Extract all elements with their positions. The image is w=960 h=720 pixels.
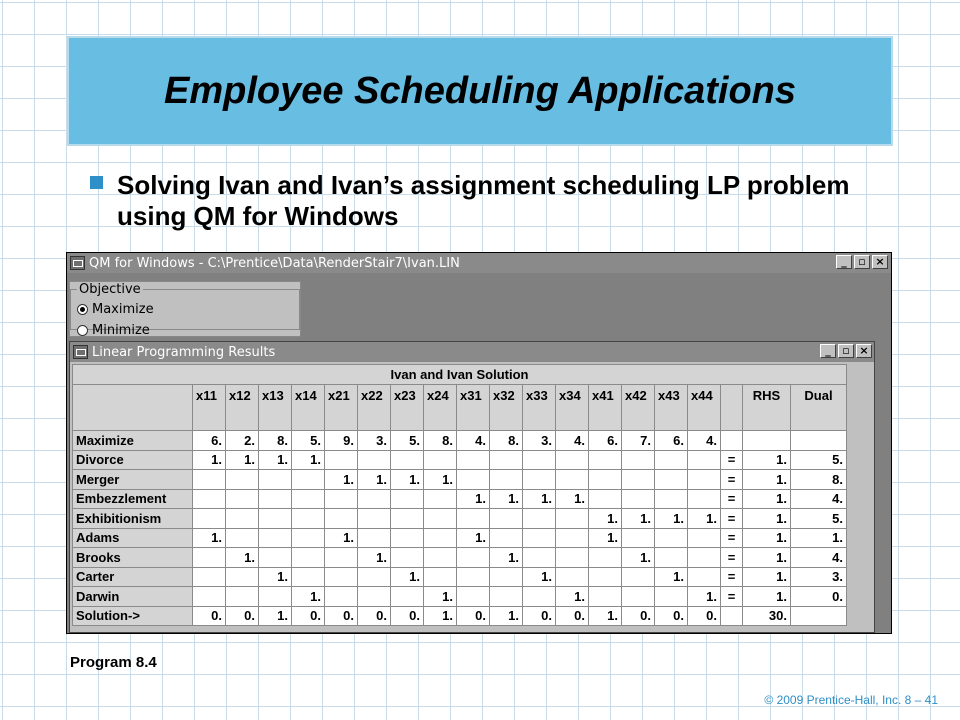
close-button[interactable]: × (872, 255, 888, 269)
table-row (73, 606, 847, 626)
table-cell[interactable]: 1. (193, 528, 226, 548)
table-cell[interactable] (589, 489, 622, 509)
table-cell[interactable] (292, 548, 325, 568)
table-cell[interactable]: 1. (688, 587, 721, 607)
table-cell[interactable] (325, 450, 358, 470)
table-cell[interactable]: 8. (424, 431, 457, 451)
table-cell[interactable]: 1. (622, 548, 655, 568)
table-cell[interactable]: = (721, 509, 743, 529)
minimize-button[interactable]: _ (836, 255, 852, 269)
lp-restore-button[interactable]: ▫ (838, 344, 854, 358)
table-cell[interactable] (259, 587, 292, 607)
row-label[interactable]: Merger (73, 470, 193, 490)
table-cell[interactable]: 1. (358, 470, 391, 490)
table-cell[interactable]: 1. (589, 509, 622, 529)
table-row (73, 587, 847, 607)
table-cell[interactable] (424, 450, 457, 470)
table-cell[interactable] (391, 509, 424, 529)
table-cell[interactable] (358, 587, 391, 607)
table-cell[interactable]: 1. (424, 470, 457, 490)
column-header[interactable] (721, 385, 743, 431)
table-cell[interactable]: 4. (688, 431, 721, 451)
column-header[interactable]: x32 (490, 385, 523, 431)
table-cell[interactable]: 8. (259, 431, 292, 451)
table-cell[interactable]: 1. (622, 509, 655, 529)
table-cell[interactable] (655, 450, 688, 470)
table-cell[interactable]: 1. (589, 528, 622, 548)
table-cell[interactable] (193, 509, 226, 529)
table-cell[interactable]: 1. (743, 509, 791, 529)
radio-selected-icon[interactable] (77, 304, 88, 315)
table-cell[interactable] (622, 470, 655, 490)
table-cell[interactable] (358, 450, 391, 470)
table-cell[interactable] (556, 548, 589, 568)
column-header[interactable]: x14 (292, 385, 325, 431)
table-cell[interactable]: 8. (490, 431, 523, 451)
table-cell[interactable] (424, 567, 457, 587)
table-cell[interactable] (391, 489, 424, 509)
table-cell[interactable]: 0. (655, 606, 688, 626)
table-cell[interactable] (292, 528, 325, 548)
table-cell[interactable]: 1. (655, 567, 688, 587)
table-cell[interactable] (424, 528, 457, 548)
table-cell[interactable] (292, 567, 325, 587)
table-cell[interactable] (556, 567, 589, 587)
table-row (73, 450, 847, 470)
table-cell[interactable] (490, 587, 523, 607)
table-cell[interactable] (523, 470, 556, 490)
table-cell[interactable] (259, 548, 292, 568)
table-cell[interactable]: 0. (622, 606, 655, 626)
table-cell[interactable] (193, 470, 226, 490)
lp-results-window (69, 341, 875, 633)
table-cell[interactable]: 5. (791, 509, 847, 529)
table-cell[interactable]: 4. (457, 431, 490, 451)
table-row (73, 528, 847, 548)
minimize-radio[interactable] (77, 320, 293, 341)
table-cell[interactable]: 2. (226, 431, 259, 451)
table-cell[interactable] (391, 587, 424, 607)
row-label[interactable]: Divorce (73, 450, 193, 470)
table-cell[interactable] (325, 567, 358, 587)
bullet-square-icon (90, 176, 103, 189)
table-cell[interactable]: 4. (791, 489, 847, 509)
table-cell[interactable]: 6. (589, 431, 622, 451)
column-header[interactable]: x42 (622, 385, 655, 431)
column-header[interactable]: x41 (589, 385, 622, 431)
slide-title: Employee Scheduling Applications (163, 69, 797, 112)
table-cell[interactable] (226, 470, 259, 490)
table-cell[interactable]: 1. (490, 606, 523, 626)
table-cell[interactable] (556, 470, 589, 490)
lp-close-button[interactable]: × (856, 344, 872, 358)
column-header[interactable]: x12 (226, 385, 259, 431)
row-label[interactable]: Maximize (73, 431, 193, 451)
table-cell[interactable]: 1. (589, 606, 622, 626)
table-cell[interactable]: 1. (259, 567, 292, 587)
solution-title-row (73, 365, 847, 385)
table-cell[interactable]: 0. (325, 606, 358, 626)
table-cell[interactable] (490, 470, 523, 490)
table-cell[interactable] (622, 489, 655, 509)
column-header[interactable]: x43 (655, 385, 688, 431)
table-cell[interactable]: 1. (292, 450, 325, 470)
column-header[interactable]: x13 (259, 385, 292, 431)
table-cell[interactable] (292, 489, 325, 509)
table-cell[interactable]: 1. (688, 509, 721, 529)
table-cell[interactable]: 0. (358, 606, 391, 626)
table-cell[interactable]: 0. (226, 606, 259, 626)
lp-window-icon[interactable] (73, 345, 88, 359)
objective-panel (69, 281, 301, 337)
table-cell[interactable]: 1. (325, 470, 358, 490)
table-cell[interactable] (523, 587, 556, 607)
table-cell[interactable] (391, 548, 424, 568)
table-cell[interactable]: 1. (556, 587, 589, 607)
column-header[interactable]: x23 (391, 385, 424, 431)
table-cell[interactable] (457, 567, 490, 587)
table-cell[interactable]: 6. (655, 431, 688, 451)
table-cell[interactable]: 1. (391, 567, 424, 587)
table-cell[interactable] (556, 509, 589, 529)
app-window-controls (836, 255, 888, 269)
column-header[interactable]: RHS (743, 385, 791, 431)
table-cell[interactable]: = (721, 528, 743, 548)
qm-app-window (66, 252, 892, 634)
table-cell[interactable]: 1. (457, 528, 490, 548)
table-cell[interactable]: 0. (556, 606, 589, 626)
table-cell[interactable]: = (721, 548, 743, 568)
table-cell[interactable]: 1. (226, 450, 259, 470)
row-label[interactable]: Darwin (73, 587, 193, 607)
table-cell[interactable] (523, 548, 556, 568)
table-cell[interactable] (259, 528, 292, 548)
table-cell[interactable]: 1. (523, 489, 556, 509)
app-window-icon[interactable] (70, 256, 85, 270)
table-cell[interactable] (226, 528, 259, 548)
copyright-footer: © 2009 Prentice-Hall, Inc. 8 – 41 (764, 693, 938, 707)
table-cell[interactable] (523, 509, 556, 529)
row-label[interactable]: Carter (73, 567, 193, 587)
table-cell[interactable]: 4. (791, 548, 847, 568)
column-header[interactable]: x33 (523, 385, 556, 431)
table-cell[interactable]: 1. (292, 587, 325, 607)
table-cell[interactable] (259, 509, 292, 529)
row-label[interactable]: Adams (73, 528, 193, 548)
table-cell[interactable] (457, 470, 490, 490)
maximize-radio[interactable] (77, 299, 293, 320)
table-cell[interactable]: 1. (743, 528, 791, 548)
app-titlebar[interactable] (67, 253, 891, 273)
lp-results-table (72, 364, 847, 626)
bullet-text: Solving Ivan and Ivan’s assignment scheduling LP problem using QM for Windows (117, 170, 850, 231)
table-cell[interactable]: 1. (391, 470, 424, 490)
table-cell[interactable] (259, 470, 292, 490)
table-cell[interactable] (589, 450, 622, 470)
lp-results-titlebar[interactable] (70, 342, 874, 362)
table-cell[interactable] (226, 509, 259, 529)
table-cell[interactable] (556, 528, 589, 548)
table-cell[interactable]: 1. (226, 548, 259, 568)
table-cell[interactable] (791, 431, 847, 451)
table-cell[interactable]: 0. (193, 606, 226, 626)
bullet-point (90, 170, 870, 232)
table-cell[interactable]: 1. (743, 470, 791, 490)
table-cell[interactable]: = (721, 587, 743, 607)
table-cell[interactable]: 1. (655, 509, 688, 529)
row-label[interactable]: Embezzlement (73, 489, 193, 509)
table-cell[interactable]: 1. (556, 489, 589, 509)
lp-window-controls (820, 344, 872, 358)
table-cell[interactable] (589, 587, 622, 607)
app-title: QM for Windows - C:\Prentice\Data\RenderStair7\Ivan.LIN (89, 255, 460, 271)
table-cell[interactable]: = (721, 489, 743, 509)
table-cell[interactable]: 6. (193, 431, 226, 451)
table-cell[interactable] (688, 528, 721, 548)
row-label[interactable]: Brooks (73, 548, 193, 568)
table-cell[interactable] (391, 450, 424, 470)
table-cell[interactable]: 1. (523, 567, 556, 587)
objective-group (70, 282, 300, 338)
table-cell[interactable] (523, 450, 556, 470)
column-header[interactable]: x22 (358, 385, 391, 431)
table-cell[interactable]: 0. (688, 606, 721, 626)
table-cell[interactable] (226, 567, 259, 587)
table-cell[interactable] (622, 567, 655, 587)
table-cell[interactable] (688, 567, 721, 587)
table-cell[interactable] (226, 489, 259, 509)
table-cell[interactable] (688, 548, 721, 568)
table-cell[interactable]: 1. (743, 548, 791, 568)
column-header[interactable]: Dual (791, 385, 847, 431)
table-cell[interactable]: 1. (743, 567, 791, 587)
table-cell[interactable] (457, 548, 490, 568)
table-cell[interactable] (391, 528, 424, 548)
table-cell[interactable] (457, 587, 490, 607)
table-cell[interactable]: 0. (523, 606, 556, 626)
table-cell[interactable] (523, 528, 556, 548)
row-label[interactable]: Exhibitionism (73, 509, 193, 529)
table-cell[interactable] (457, 509, 490, 529)
table-cell[interactable] (589, 548, 622, 568)
table-cell[interactable] (622, 450, 655, 470)
table-cell[interactable] (688, 450, 721, 470)
table-cell[interactable] (791, 606, 847, 626)
table-cell[interactable] (193, 489, 226, 509)
table-cell[interactable] (556, 450, 589, 470)
table-cell[interactable] (655, 528, 688, 548)
table-cell[interactable] (292, 509, 325, 529)
table-cell[interactable] (193, 567, 226, 587)
table-cell[interactable]: 1. (259, 606, 292, 626)
table-cell[interactable] (721, 431, 743, 451)
lp-results-title: Linear Programming Results (92, 344, 276, 360)
table-cell[interactable]: 9. (325, 431, 358, 451)
table-cell[interactable]: 1. (193, 450, 226, 470)
table-cell[interactable]: 0. (457, 606, 490, 626)
table-cell[interactable] (292, 470, 325, 490)
table-cell[interactable] (721, 606, 743, 626)
table-cell[interactable]: 5. (791, 450, 847, 470)
table-cell[interactable] (688, 470, 721, 490)
table-cell[interactable] (490, 509, 523, 529)
column-header[interactable]: x11 (193, 385, 226, 431)
table-cell[interactable]: 3. (791, 567, 847, 587)
restore-button[interactable]: ▫ (854, 255, 870, 269)
table-cell[interactable] (457, 450, 490, 470)
table-cell[interactable] (226, 587, 259, 607)
table-cell[interactable] (655, 470, 688, 490)
column-header-row (73, 385, 847, 431)
table-cell[interactable]: 4. (556, 431, 589, 451)
table-cell[interactable]: 8. (791, 470, 847, 490)
table-cell[interactable]: 1. (457, 489, 490, 509)
table-cell[interactable] (325, 489, 358, 509)
table-cell[interactable]: 1. (259, 450, 292, 470)
table-cell[interactable]: = (721, 470, 743, 490)
table-cell[interactable] (325, 587, 358, 607)
table-cell[interactable]: 5. (292, 431, 325, 451)
table-cell[interactable] (424, 509, 457, 529)
table-cell[interactable]: 1. (325, 528, 358, 548)
objective-legend: Objective (79, 282, 141, 297)
row-label[interactable]: Solution-> (73, 606, 193, 626)
table-cell[interactable] (589, 567, 622, 587)
table-row (73, 509, 847, 529)
table-cell[interactable] (259, 489, 292, 509)
lp-minimize-button[interactable]: _ (820, 344, 836, 358)
table-cell[interactable]: 5. (391, 431, 424, 451)
table-cell[interactable]: 0. (391, 606, 424, 626)
radio-unselected-icon[interactable] (77, 325, 88, 336)
table-cell[interactable] (589, 470, 622, 490)
column-header[interactable]: x44 (688, 385, 721, 431)
table-cell[interactable]: = (721, 567, 743, 587)
table-row (73, 548, 847, 568)
solution-title: Ivan and Ivan Solution (73, 365, 847, 385)
table-cell[interactable] (743, 431, 791, 451)
table-row (73, 567, 847, 587)
table-cell[interactable] (490, 450, 523, 470)
table-cell[interactable] (490, 528, 523, 548)
table-cell[interactable] (325, 548, 358, 568)
table-cell[interactable]: 30. (743, 606, 791, 626)
table-cell[interactable]: 3. (358, 431, 391, 451)
table-cell[interactable] (424, 489, 457, 509)
table-cell[interactable] (358, 528, 391, 548)
table-cell[interactable] (655, 587, 688, 607)
table-cell[interactable] (193, 548, 226, 568)
table-cell[interactable]: 1. (791, 528, 847, 548)
table-cell[interactable] (325, 509, 358, 529)
column-header[interactable]: x24 (424, 385, 457, 431)
table-cell[interactable] (358, 489, 391, 509)
column-header[interactable]: x31 (457, 385, 490, 431)
table-row (73, 431, 847, 451)
column-header[interactable]: x34 (556, 385, 589, 431)
table-cell[interactable]: 1. (490, 489, 523, 509)
table-row (73, 489, 847, 509)
table-cell[interactable]: 1. (358, 548, 391, 568)
minimize-label: Minimize (92, 323, 150, 338)
table-cell[interactable] (688, 489, 721, 509)
corner-cell (73, 385, 193, 431)
table-row (73, 470, 847, 490)
table-cell[interactable]: 0. (292, 606, 325, 626)
table-cell[interactable]: 1. (743, 450, 791, 470)
table-cell[interactable]: 1. (743, 587, 791, 607)
table-cell[interactable] (358, 567, 391, 587)
table-cell[interactable] (655, 489, 688, 509)
table-cell[interactable]: = (721, 450, 743, 470)
table-cell[interactable]: 1. (490, 548, 523, 568)
table-cell[interactable] (622, 528, 655, 548)
table-cell[interactable] (490, 567, 523, 587)
table-cell[interactable]: 3. (523, 431, 556, 451)
table-cell[interactable]: 7. (622, 431, 655, 451)
table-cell[interactable]: 1. (424, 587, 457, 607)
column-header[interactable]: x21 (325, 385, 358, 431)
table-cell[interactable]: 0. (791, 587, 847, 607)
table-cell[interactable]: 1. (743, 489, 791, 509)
table-cell[interactable] (655, 548, 688, 568)
title-banner (67, 36, 893, 146)
program-caption: Program 8.4 (70, 654, 157, 671)
table-cell[interactable] (622, 587, 655, 607)
table-cell[interactable] (424, 548, 457, 568)
table-cell[interactable] (193, 587, 226, 607)
table-cell[interactable] (358, 509, 391, 529)
table-cell[interactable]: 1. (424, 606, 457, 626)
maximize-label: Maximize (92, 302, 154, 317)
